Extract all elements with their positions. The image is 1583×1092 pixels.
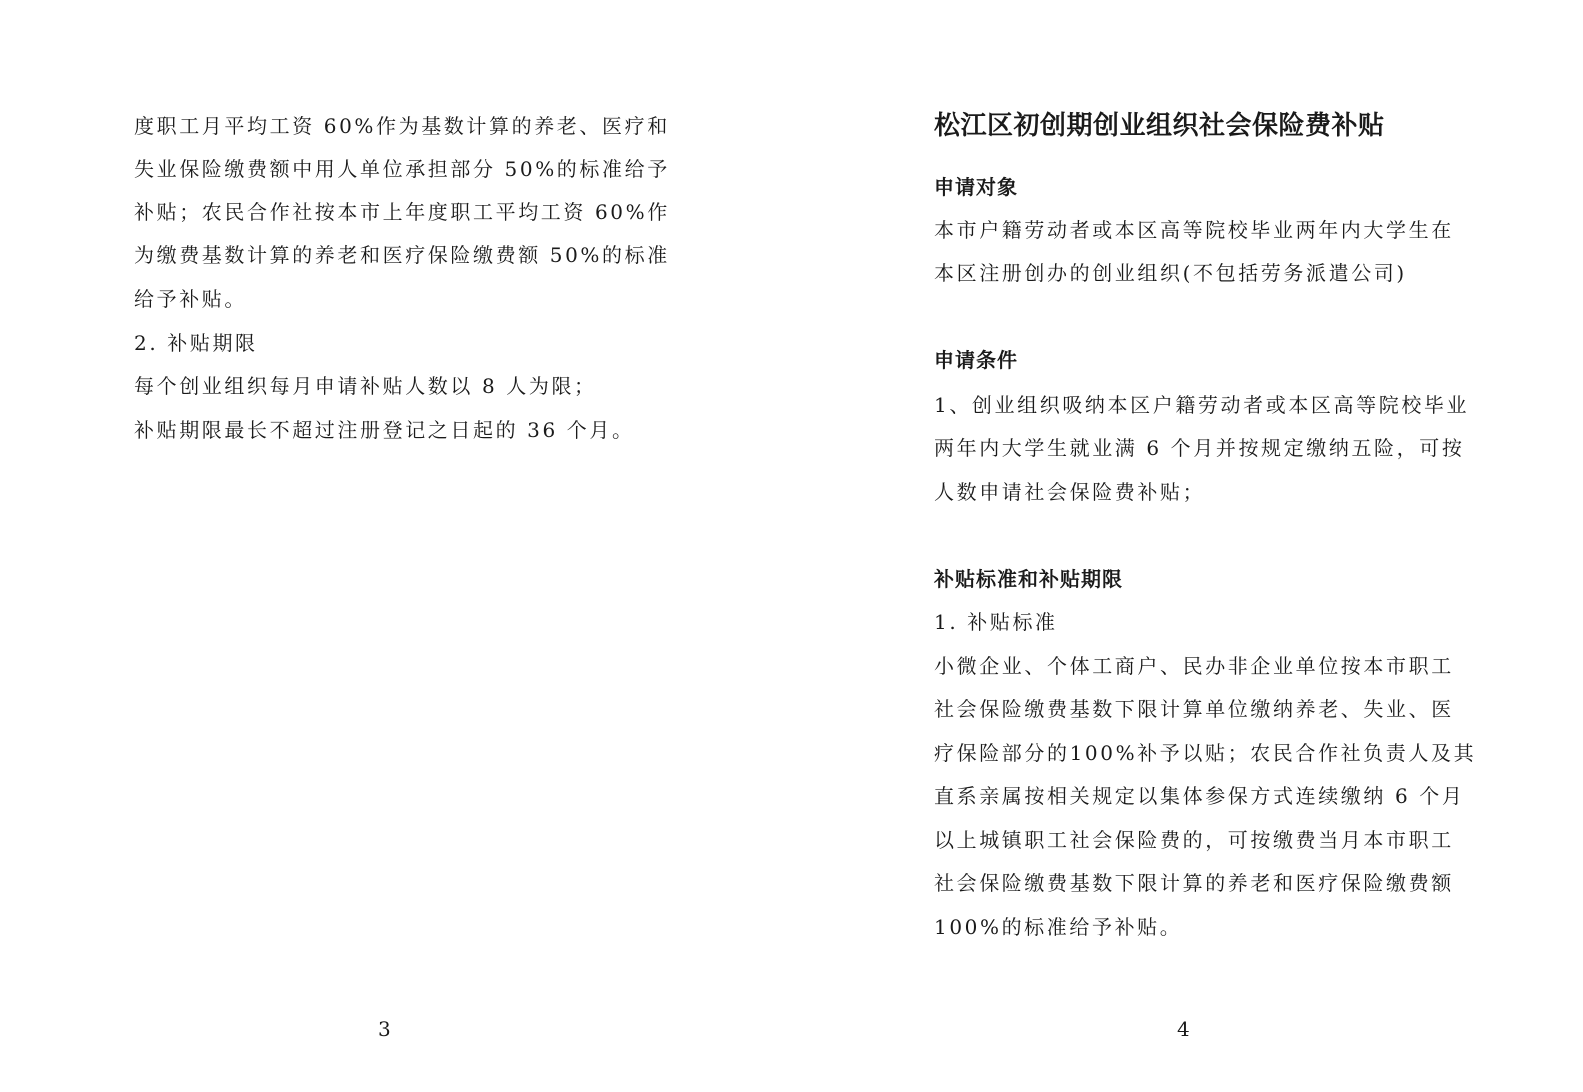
conditions-line-2: 两年内大学生就业满 6 个月并按规定缴纳五险，可按	[934, 436, 1465, 460]
conditions-line-1: 1、创业组织吸纳本区户籍劳动者或本区高等院校毕业	[934, 393, 1470, 417]
standards-line-5: 以上城镇职工社会保险费的，可按缴费当月本市职工	[934, 828, 1454, 852]
page-number-left: 3	[378, 1017, 391, 1041]
standards-line-6: 社会保险缴费基数下限计算的养老和医疗保险缴费额	[934, 871, 1454, 895]
section-heading-conditions: 申请条件	[934, 348, 1018, 372]
left-line-2: 失业保险缴费额中用人单位承担部分 50%的标准给予	[134, 157, 670, 181]
standards-line-7: 100%的标准给予补贴。	[934, 915, 1183, 939]
left-line-4: 为缴费基数计算的养老和医疗保险缴费额 50%的标准	[134, 243, 670, 267]
right-page	[792, 0, 1583, 1092]
applicants-line-2: 本区注册创办的创业组织(不包括劳务派遣公司)	[934, 261, 1407, 285]
page-number-right: 4	[1177, 1017, 1190, 1041]
left-page	[0, 0, 790, 1092]
left-line-3: 补贴；农民合作社按本市上年度职工平均工资 60%作	[134, 200, 670, 224]
standards-line-1: 小微企业、个体工商户、民办非企业单位按本市职工	[934, 654, 1454, 678]
section-heading-applicants: 申请对象	[934, 175, 1018, 199]
left-line-1: 度职工月平均工资 60%作为基数计算的养老、医疗和	[134, 114, 670, 138]
conditions-line-3: 人数申请社会保险费补贴；	[934, 480, 1206, 504]
applicants-line-1: 本市户籍劳动者或本区高等院校毕业两年内大学生在	[934, 218, 1454, 242]
section-heading-standards: 补贴标准和补贴期限	[934, 567, 1123, 591]
standards-line-2: 社会保险缴费基数下限计算单位缴纳养老、失业、医	[934, 697, 1454, 721]
standards-subheading: 1. 补贴标准	[934, 610, 1058, 634]
left-line-6: 2. 补贴期限	[134, 331, 258, 355]
standards-line-3: 疗保险部分的100%补予以贴；农民合作社负责人及其	[934, 741, 1477, 765]
document-title: 松江区初创期创业组织社会保险费补贴	[934, 111, 1385, 141]
left-line-5: 给予补贴。	[134, 287, 247, 311]
left-line-8: 补贴期限最长不超过注册登记之日起的 36 个月。	[134, 418, 635, 442]
left-line-7: 每个创业组织每月申请补贴人数以 8 人为限；	[134, 374, 597, 398]
standards-line-4: 直系亲属按相关规定以集体参保方式连续缴纳 6 个月	[934, 784, 1465, 808]
